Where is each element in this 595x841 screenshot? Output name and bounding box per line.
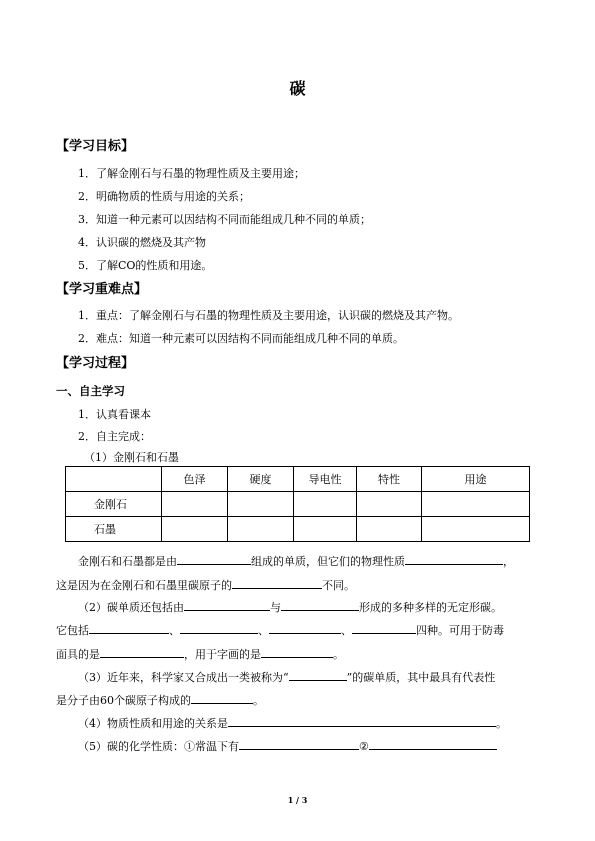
fill-blank[interactable] <box>232 576 322 589</box>
paragraph-text: ② <box>359 740 369 753</box>
paragraph-text: 四种。可用于防毒 <box>416 624 504 637</box>
paragraph-line <box>78 668 495 685</box>
fill-blank[interactable] <box>405 552 503 565</box>
objective-item: 1．了解金刚石与石墨的物理性质及主要用途； <box>78 167 305 180</box>
table-cell <box>162 492 228 517</box>
paragraph-text: 。 <box>253 694 264 707</box>
table-header-row <box>66 467 530 492</box>
objective-item: 2．明确物质的性质与用途的关系； <box>78 190 250 203</box>
paragraph-line <box>56 691 264 708</box>
key-point-item: 2．难点：知道一种元素可以因结构不同而能组成几种不同的单质。 <box>78 332 404 345</box>
fill-blank[interactable] <box>369 737 497 750</box>
table-header-cell: 用途 <box>422 467 530 492</box>
page-title: 碳 <box>289 79 306 98</box>
fill-blank[interactable] <box>289 668 347 681</box>
objective-item: 4．认识碳的燃烧及其产物 <box>78 236 206 249</box>
table-row <box>66 492 530 517</box>
paragraph-text: ， <box>503 555 514 568</box>
table-row-label: 石墨 <box>66 517 162 542</box>
paragraph-text: ，用于字画的是 <box>184 648 261 661</box>
paragraph-text: 。 <box>496 717 507 730</box>
fill-blank[interactable] <box>228 714 496 727</box>
paragraph-text: 、 <box>341 624 352 637</box>
objective-item: 5．了解CO的性质和用途。 <box>78 259 213 272</box>
step-item: 1．认真看课本 <box>78 408 151 421</box>
table-header-cell: 导电性 <box>294 467 357 492</box>
paragraph-text: 面具的是 <box>56 648 100 661</box>
fill-blank[interactable] <box>269 621 341 634</box>
fill-blank[interactable] <box>100 645 184 658</box>
fill-blank[interactable] <box>184 598 270 611</box>
paragraph-text: 与 <box>270 601 281 614</box>
paragraph-text: 形成的多种多样的无定形碳。 <box>359 601 502 614</box>
process-heading: 【学习过程】 <box>56 356 135 371</box>
diamond-graphite-table <box>65 466 530 542</box>
page-number: 1 / 3 <box>287 795 308 805</box>
table-cell <box>294 517 357 542</box>
table-cell <box>294 492 357 517</box>
paragraph-text: 它包括 <box>56 624 89 637</box>
objectives-heading: 【学习目标】 <box>56 139 135 154</box>
paragraph-text: （3）近年来，科学家又合成出一类被称为“ <box>78 671 289 684</box>
paragraph-text: 。 <box>333 648 344 661</box>
table-cell <box>357 517 422 542</box>
paragraph-line <box>78 552 514 569</box>
fill-blank[interactable] <box>191 691 253 704</box>
key-point-item: 1．重点：了解金刚石与石墨的物理性质及主要用途，认识碳的燃烧及其产物。 <box>78 309 459 322</box>
fill-blank[interactable] <box>281 598 359 611</box>
paragraph-text: 是分子由60个碳原子构成的 <box>56 694 191 707</box>
fill-blank[interactable] <box>89 621 169 634</box>
self-study-heading: 一、自主学习 <box>56 384 125 398</box>
table-header-cell <box>66 467 162 492</box>
table-header-cell: 硬度 <box>228 467 294 492</box>
table-row-label: 金刚石 <box>66 492 162 517</box>
paragraph-line <box>56 621 504 638</box>
fill-blank[interactable] <box>352 621 416 634</box>
paragraph-text: 组成的单质，但它们的物理性质 <box>251 555 405 568</box>
paragraph-line <box>78 714 507 731</box>
paragraph-line <box>56 576 355 593</box>
table-cell <box>357 492 422 517</box>
paragraph-text: 、 <box>258 624 269 637</box>
paragraph-text: （5）碳的化学性质：①常温下有 <box>78 740 239 753</box>
paragraph-text: 这是因为在金刚石和石墨里碳原子的 <box>56 579 232 592</box>
step-subitem: （1）金刚石和石墨 <box>84 451 179 464</box>
table-cell <box>422 492 530 517</box>
paragraph-text: （2）碳单质还包括由 <box>78 601 184 614</box>
fill-blank[interactable] <box>177 552 251 565</box>
fill-blank[interactable] <box>261 645 333 658</box>
table-cell <box>228 517 294 542</box>
paragraph-text: （4）物质性质和用途的关系是 <box>78 717 228 730</box>
fill-blank[interactable] <box>180 621 258 634</box>
table-header-cell: 特性 <box>357 467 422 492</box>
paragraph-text: 、 <box>169 624 180 637</box>
paragraph-text: 金刚石和石墨都是由 <box>78 555 177 568</box>
table-row <box>66 517 530 542</box>
fill-blank[interactable] <box>239 737 359 750</box>
table-cell <box>422 517 530 542</box>
objective-item: 3．知道一种元素可以因结构不同而能组成几种不同的单质； <box>78 213 371 226</box>
paragraph-line <box>78 737 497 754</box>
paragraph-line <box>78 598 502 615</box>
key-points-heading: 【学习重难点】 <box>56 282 148 297</box>
paragraph-text: ”的碳单质，其中最具有代表性 <box>346 671 496 684</box>
table-header-cell: 色泽 <box>162 467 228 492</box>
table-cell <box>162 517 228 542</box>
paragraph-text: 不同。 <box>322 579 355 592</box>
step-item: 2．自主完成： <box>78 430 151 443</box>
table-cell <box>228 492 294 517</box>
paragraph-line <box>56 645 344 662</box>
